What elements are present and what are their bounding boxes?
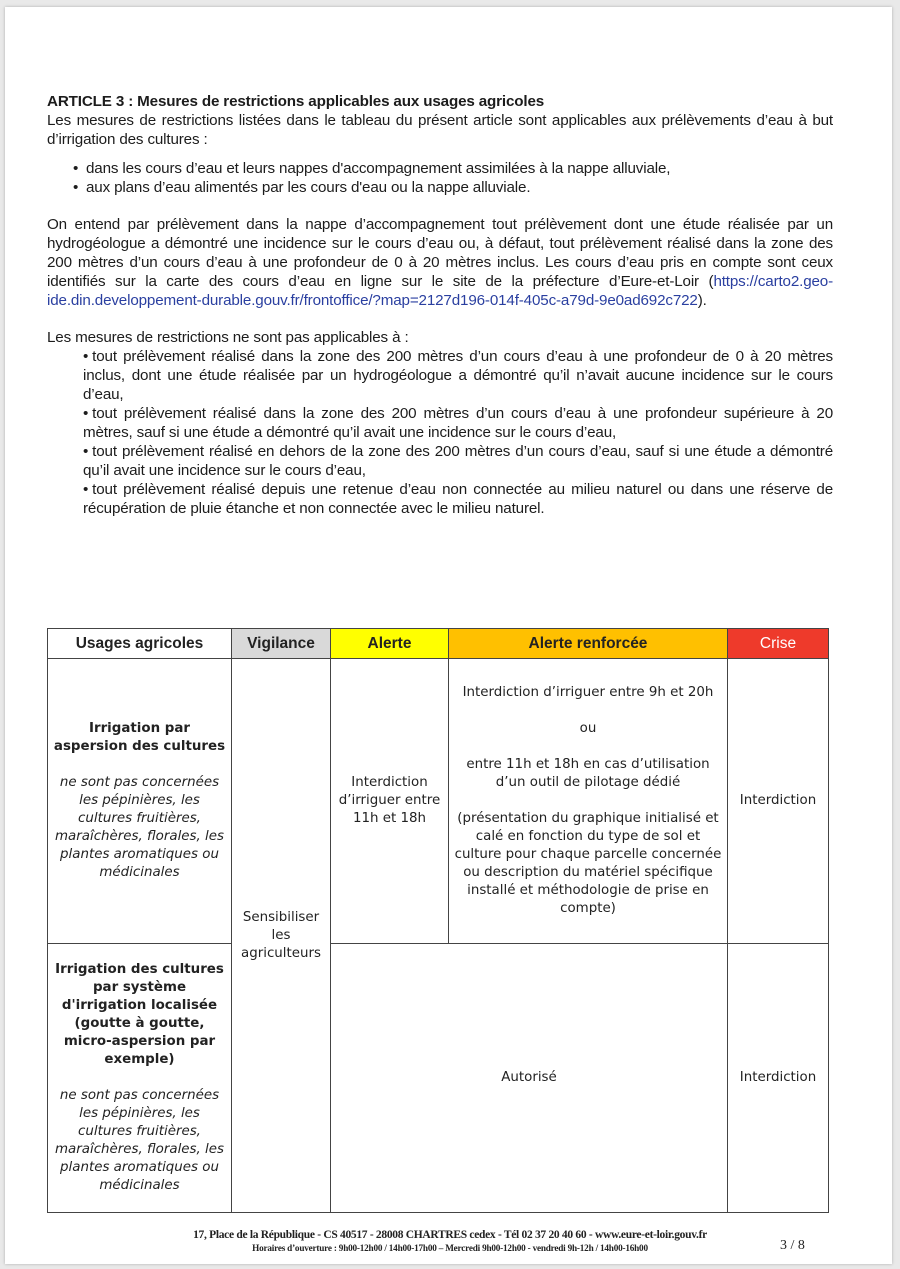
definition-paragraph: [47, 215, 833, 310]
exclusions-list: [47, 347, 833, 518]
usage-note: ne sont pas concernées les pépinières, les cultures fruitières, maraîchères, florales, les plantes aromatiques ou médicinales: [55, 775, 224, 880]
crise-cell: Interdiction: [728, 659, 829, 944]
page-number: 3 / 8: [780, 1238, 805, 1253]
exclusion-item: • tout prélèvement réalisé en dehors de la zone des 200 mètres d’un cours d’eau, sauf si une étude a démontré qu’il avait une incidence sur le cours d’eau,: [83, 443, 833, 479]
usage-title: Irrigation des cultures par système d'irrigation localisée (goutte à goutte, micro-aspersion par exemple): [55, 962, 224, 1067]
header-usages: Usages agricoles: [48, 629, 232, 659]
header-alerte: Alerte: [331, 629, 449, 659]
bullet-icon: •: [83, 481, 89, 498]
exclusions-intro: Les mesures de restrictions ne sont pas applicables à :: [47, 329, 409, 346]
alerte-renforcee-cell: Interdiction d’irriguer entre 9h et 20h ou entre 11h et 18h en cas d’utilisation d’un outil de pilotage dédié (présentation du graphique initialisé et calé en fonction du type de sol et culture pour chaque parcelle concernée ou description du matériel spécifique installé et méthodologie de prise en compte): [449, 659, 728, 944]
alerte-renforcee-merged-cell: Autorisé: [331, 944, 728, 1213]
bullet-icon: •: [83, 405, 89, 422]
scope-list: [47, 159, 833, 197]
footer-hours: Horaires d’ouverture : 9h00-12h00 / 14h00-17h00 – Mercredi 9h00-12h00 - vendredi 9h-12h / 14h00-16h00: [252, 1243, 648, 1253]
exclusion-item: • tout prélèvement réalisé depuis une retenue d’eau non connectée au milieu naturel ou dans une réserve de récupération de pluie étanche et non connectée avec le milieu naturel.: [83, 481, 833, 517]
exclusion-item: • tout prélèvement réalisé dans la zone des 200 mètres d’un cours d’eau à une profondeur de 0 à 20 mètres inclus, dont une étude réalisée par un hydrogéologue a démontré qu’il n’avait aucune incidence sur le cours d’eau,: [83, 348, 833, 403]
alerte-cell: Interdiction d’irriguer entre 11h et 18h: [331, 659, 449, 944]
usage-title: Irrigation par aspersion des cultures: [53, 721, 226, 754]
usage-cell: [48, 944, 232, 1213]
table-row: [48, 659, 829, 944]
restrictions-table: [47, 628, 829, 1213]
exclusion-item: • tout prélèvement réalisé dans la zone des 200 mètres d’un cours d’eau à une profondeur supérieure à 20 mètres, sauf si une étude a démontré qu’il avait une incidence sur le cours d’eau,: [83, 405, 833, 441]
definition-text: On entend par prélèvement dans la nappe d’accompagnement tout prélèvement dont une étude réalisée par un hydrogéologue a démontré une incidence sur le cours d’eau ou, à défaut, tout prélèvement réalisé dans la zone des 200 mètres d’un cours d’eau à une profondeur de 0 à 20 mètres inclus. Les cours d’eau pris en compte sont ceux identifiés sur la carte des cours d’eau en ligne sur le site de la préfecture d’Eure-et-Loir (: [47, 216, 833, 290]
article-body: [47, 92, 833, 518]
usage-note: ne sont pas concernées les pépinières, les cultures fruitières, maraîchères, florales, les plantes aromatiques ou médicinales: [55, 1088, 224, 1193]
table-header-row: [48, 629, 829, 659]
scope-item: • aux plans d’eau alimentés par les cours d'eau ou la nappe alluviale.: [73, 178, 833, 197]
bullet-icon: •: [83, 443, 89, 460]
article-intro: Les mesures de restrictions listées dans le tableau du présent article sont applicables aux prélèvements d’eau à but d’irrigation des cultures :: [47, 112, 833, 148]
header-alerte-renforcee: Alerte renforcée: [449, 629, 728, 659]
vigilance-cell: Sensibiliser les agriculteurs: [232, 659, 331, 1213]
bullet-icon: •: [83, 348, 89, 365]
scope-item: • dans les cours d’eau et leurs nappes d'accompagnement assimilées à la nappe alluviale,: [73, 159, 833, 178]
header-vigilance: Vigilance: [232, 629, 331, 659]
crise-cell: Interdiction: [728, 944, 829, 1213]
definition-end: ).: [697, 292, 707, 309]
map-link[interactable]: https://carto2.geo-ide.din.developpement-durable.gouv.fr/frontoffice/?map=2127d196-014f-405c-a79d-9e0ad692c722: [47, 273, 833, 309]
table-row: [48, 944, 829, 1213]
usage-cell: [48, 659, 232, 944]
article-title: ARTICLE 3 : Mesures de restrictions applicables aux usages agricoles: [47, 93, 545, 110]
footer-address: 17, Place de la République - CS 40517 - 28008 CHARTRES cedex - Tél 02 37 20 40 60 - www.eure-et-loir.gouv.fr: [193, 1229, 707, 1241]
header-crise: Crise: [728, 629, 829, 659]
page-footer: [0, 1229, 900, 1254]
